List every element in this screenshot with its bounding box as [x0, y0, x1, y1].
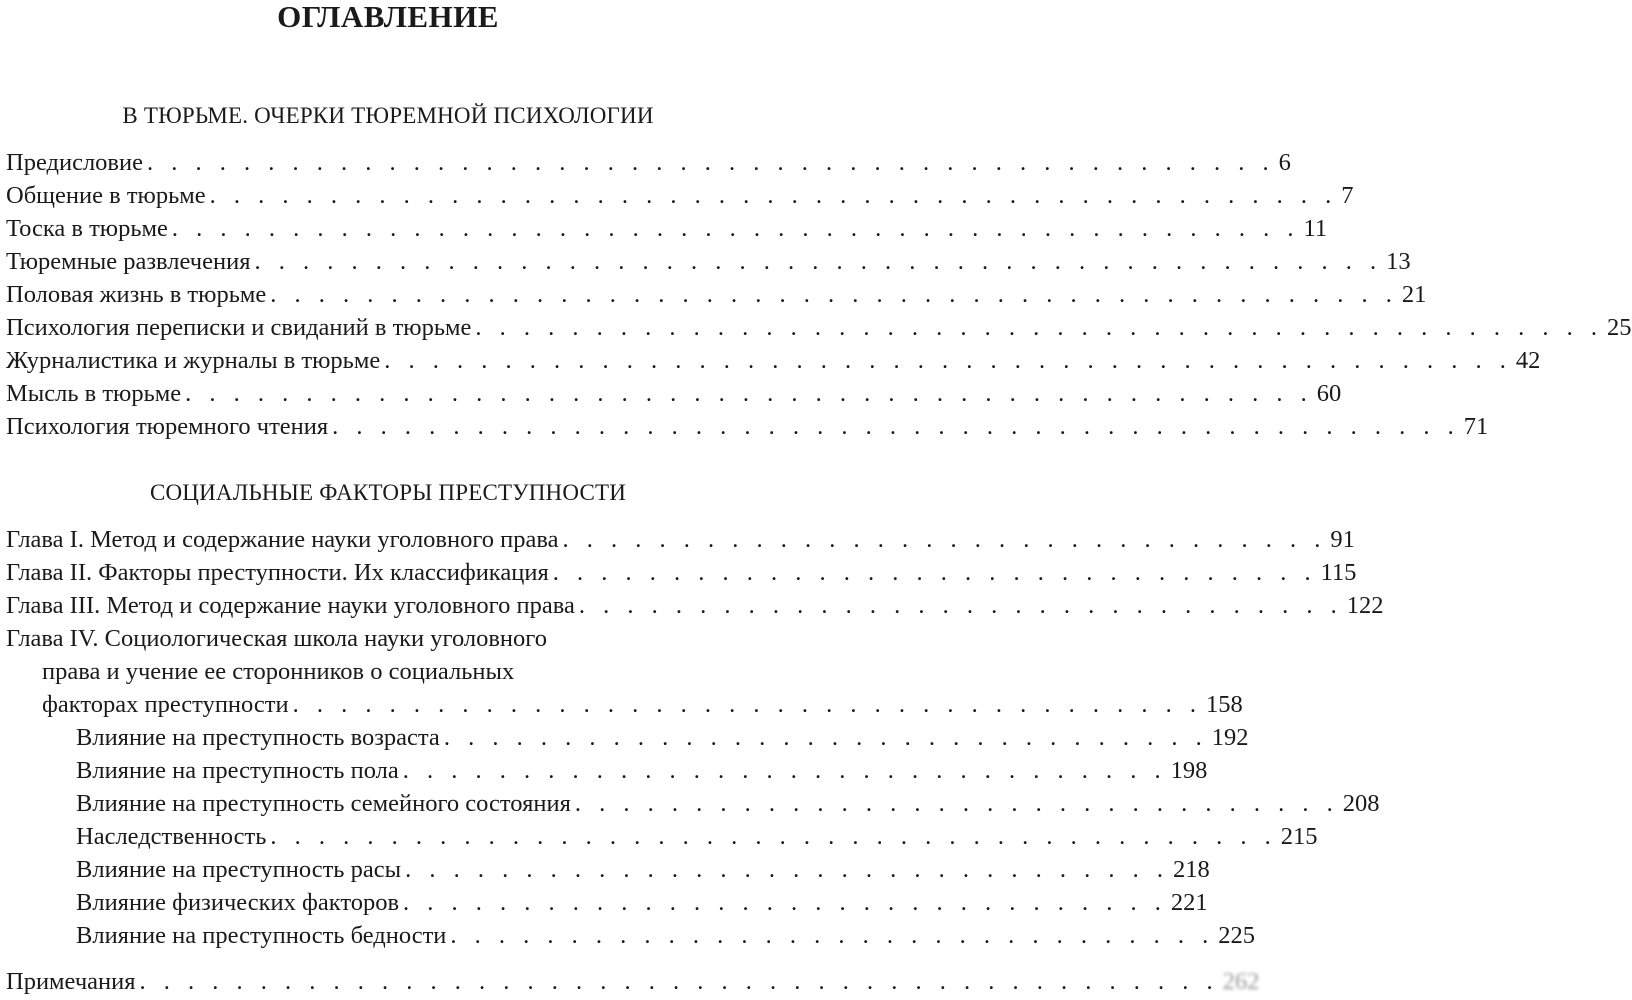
- toc-subentry-label: Влияние на преступность семейного состояния: [76, 790, 571, 817]
- dot-leader: . . . . . . . . . . . . . . . . . . . . . . . . . . . . . . . . . . . . . . . . . .: [270, 823, 1277, 850]
- dot-leader: . . . . . . . . . . . . . . . . . . . . . . . . . . . . . . . . . . . . . . . . . . . . . . .: [171, 215, 1300, 242]
- toc-subentry[interactable]: [76, 788, 1380, 820]
- toc-entry-label: Психология переписки и свиданий в тюрьме: [6, 314, 472, 341]
- toc-entry-label: Общение в тюрьме: [6, 182, 206, 209]
- toc-entry-page: 262: [1222, 968, 1260, 995]
- toc-entry[interactable]: [6, 557, 1357, 589]
- toc-subentry[interactable]: [76, 821, 1318, 853]
- toc-subentry-page: 215: [1280, 823, 1318, 850]
- dot-leader: . . . . . . . . . . . . . . . . . . . . . . . . . . . . . . . . . . . . . . . . . . . . . . .: [254, 248, 1383, 275]
- dot-leader: . . . . . . . . . . . . . . . . . . . . . . . . . . . . . . . .: [574, 790, 1339, 817]
- toc-entry[interactable]: [6, 312, 1632, 344]
- toc-entry-label: Психология тюремного чтения: [6, 413, 329, 440]
- dot-leader: . . . . . . . . . . . . . . . . . . . . . . . . . . . . . . . .: [405, 856, 1169, 883]
- toc-entry[interactable]: [6, 147, 1291, 179]
- toc-entry[interactable]: [6, 345, 1541, 377]
- toc-entry-page: 91: [1330, 526, 1355, 553]
- toc-entry-label: Мысль в тюрьме: [6, 380, 182, 407]
- toc-entry-page: 71: [1463, 413, 1489, 440]
- dot-leader: . . . . . . . . . . . . . . . . . . . . . . . . . . . . . . . . . . . . . . . . . . . . . . .: [209, 182, 1338, 209]
- dot-leader: . . . . . . . . . . . . . . . . . . . . . . . . . . . . . . . . . . . . . .: [292, 691, 1202, 718]
- toc-subentry-label: Влияние на преступность пола: [76, 757, 399, 784]
- toc-subentry-label: Влияние на преступность расы: [76, 856, 402, 883]
- dot-leader: . . . . . . . . . . . . . . . . . . . . . . . . . . . . . . . .: [552, 559, 1317, 586]
- toc-subentry-page: 192: [1211, 724, 1249, 751]
- toc-entry-page: 21: [1401, 281, 1427, 308]
- toc-subentry[interactable]: [76, 920, 1256, 952]
- dot-leader: . . . . . . . . . . . . . . . . . . . . . . . . . . . . . . . . . . . . . . . . . . . . . . .: [270, 281, 1398, 308]
- toc-entry[interactable]: [6, 524, 1355, 556]
- toc-entry-page: 115: [1320, 559, 1357, 586]
- toc-entry-page: 7: [1341, 182, 1354, 209]
- toc-chapter4-line1[interactable]: Глава IV. Социологическая школа науки уголовного: [6, 625, 547, 652]
- toc-entry-label: Глава II. Факторы преступности. Их классификация: [6, 559, 549, 586]
- toc-entry-label: Тюремные развлечения: [6, 248, 251, 275]
- toc-entry-label: Глава I. Метод и содержание науки уголовного права: [6, 526, 559, 553]
- toc-subentry[interactable]: [76, 887, 1208, 919]
- dot-leader: . . . . . . . . . . . . . . . . . . . . . . . . . . . . . . . .: [443, 724, 1208, 751]
- toc-subentry-page: 225: [1218, 922, 1256, 949]
- toc-subentry-label: Влияние на преступность бедности: [76, 922, 447, 949]
- toc-subentry-label: Влияние на преступность возраста: [76, 724, 440, 751]
- toc-subentry-label: Влияние физических факторов: [76, 889, 400, 916]
- section-heading-social-factors: СОЦИАЛЬНЫЕ ФАКТОРЫ ПРЕСТУПНОСТИ: [149, 480, 627, 505]
- toc-subentry[interactable]: [76, 854, 1210, 886]
- dot-leader: . . . . . . . . . . . . . . . . . . . . . . . . . . . . . . . .: [450, 922, 1215, 949]
- toc-entry[interactable]: [6, 411, 1489, 443]
- toc-entry-page: 60: [1316, 380, 1342, 407]
- dot-leader: . . . . . . . . . . . . . . . . . . . . . . . . . . . . . . . . . . . . . . . . . . . . . . .: [332, 413, 1460, 440]
- dot-leader: . . . . . . . . . . . . . . . . . . . . . . . . . . . . . . . .: [403, 889, 1167, 916]
- toc-subentry-label: Наследственность: [76, 823, 267, 850]
- toc-entry-label: факторах преступности: [42, 691, 289, 718]
- dot-leader: . . . . . . . . . . . . . . . . . . . . . . . . . . . . . . . . . . . . . . . . . . . . . . .: [146, 149, 1275, 176]
- toc-entry-page: 122: [1346, 592, 1384, 619]
- toc-subentry-page: 221: [1170, 889, 1208, 916]
- toc-entry[interactable]: [6, 180, 1354, 212]
- toc-entry-page: 6: [1278, 149, 1291, 176]
- toc-entry[interactable]: [6, 246, 1411, 278]
- dot-leader: . . . . . . . . . . . . . . . . . . . . . . . . . . . . . . . . . . . . . . . . . . . . . . .: [475, 314, 1604, 341]
- toc-entry[interactable]: [42, 689, 1243, 721]
- dot-leader: . . . . . . . . . . . . . . . . . . . . . . . . . . . . . . . .: [562, 526, 1327, 553]
- toc-entry-page: 25: [1607, 314, 1632, 341]
- toc-entry[interactable]: [6, 213, 1328, 245]
- toc-entry-label: Половая жизнь в тюрьме: [6, 281, 267, 308]
- dot-leader: . . . . . . . . . . . . . . . . . . . . . . . . . . . . . . . . . . . . . . . . . . . . .: [139, 968, 1219, 995]
- toc-entry[interactable]: [6, 590, 1384, 622]
- toc-entry-label: Глава III. Метод и содержание науки уголовного права: [6, 592, 575, 619]
- dot-leader: . . . . . . . . . . . . . . . . . . . . . . . . . . . . . . . .: [578, 592, 1343, 619]
- toc-entry-label: Примечания: [6, 968, 136, 995]
- toc-subentry[interactable]: [76, 755, 1208, 787]
- toc-entry[interactable]: [6, 279, 1427, 311]
- page-title: ОГЛАВЛЕНИЕ: [277, 0, 499, 34]
- toc-chapter4-line2[interactable]: права и учение ее сторонников о социальных: [42, 658, 515, 685]
- toc-entry-page: 158: [1205, 691, 1243, 718]
- toc-entry-page: 13: [1386, 248, 1411, 275]
- dot-leader: . . . . . . . . . . . . . . . . . . . . . . . . . . . . . . . .: [402, 757, 1167, 784]
- toc-entry-notes[interactable]: [6, 966, 1260, 998]
- toc-entry-label: Предисловие: [6, 149, 143, 176]
- toc-subentry[interactable]: [76, 722, 1249, 754]
- toc-entry-label: Журналистика и журналы в тюрьме: [6, 347, 381, 374]
- toc-entry-page: 11: [1303, 215, 1328, 242]
- toc-entry[interactable]: [6, 378, 1342, 410]
- toc-entry-page: 42: [1515, 347, 1541, 374]
- toc-subentry-page: 208: [1342, 790, 1380, 817]
- dot-leader: . . . . . . . . . . . . . . . . . . . . . . . . . . . . . . . . . . . . . . . . . . . . . . .: [384, 347, 1512, 374]
- toc-subentry-page: 198: [1170, 757, 1208, 784]
- section-heading-prison: В ТЮРЬМЕ. ОЧЕРКИ ТЮРЕМНОЙ ПСИХОЛОГИИ: [122, 103, 654, 128]
- dot-leader: . . . . . . . . . . . . . . . . . . . . . . . . . . . . . . . . . . . . . . . . . . . . . . .: [185, 380, 1313, 407]
- toc-subentry-page: 218: [1172, 856, 1210, 883]
- toc-entry-label: Тоска в тюрьме: [6, 215, 168, 242]
